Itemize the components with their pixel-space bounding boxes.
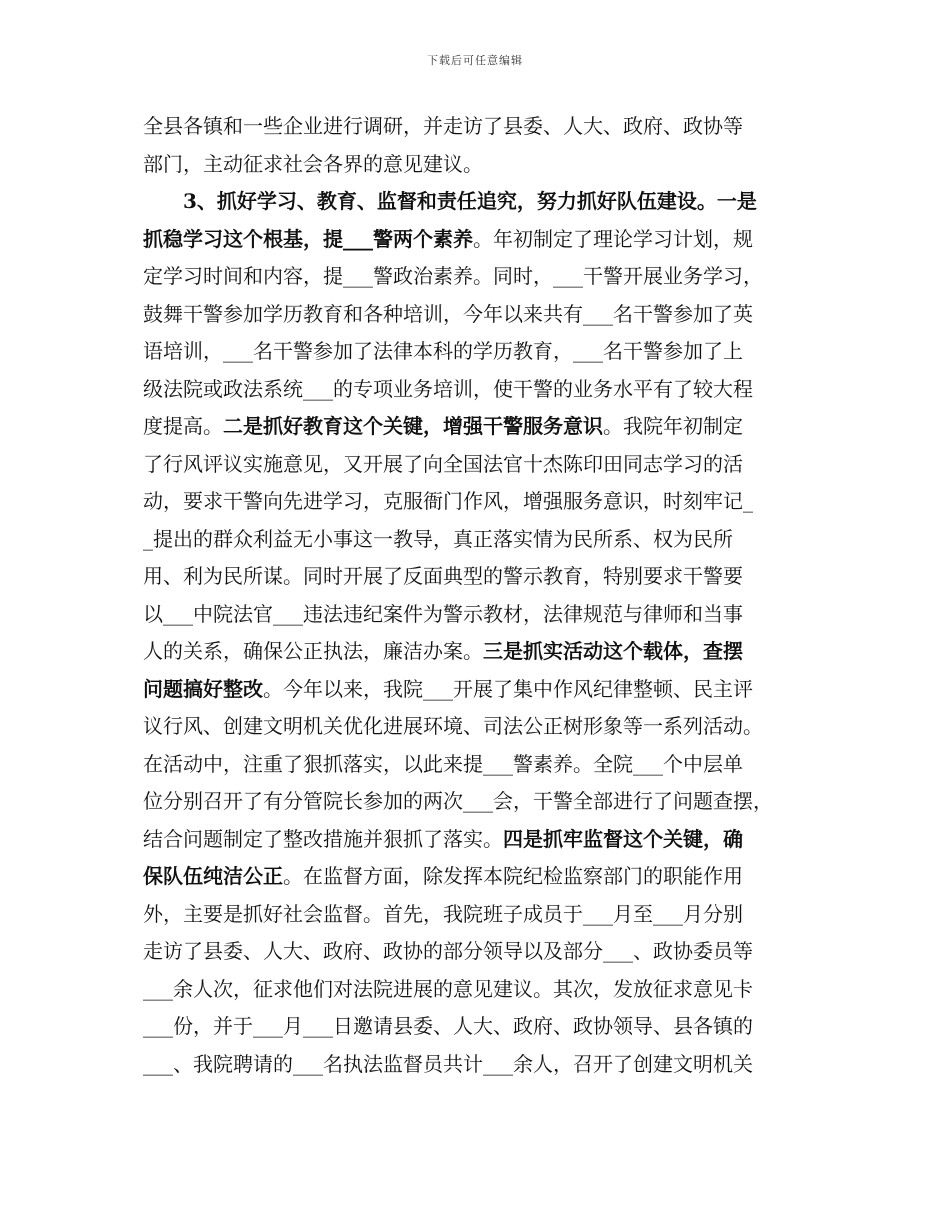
text-line <box>143 296 815 334</box>
text-segment: 了行风评议实施意见，又开展了向全国法官十杰陈印田同志学习的活 <box>143 451 743 476</box>
text-segment: 。在监督方面，除发挥本院纪检监察部门的职能作用 <box>283 864 743 888</box>
text-line <box>143 858 815 896</box>
text-segment: 外，主要是抓好社会监督。首先，我院班子成员于___月至___月分别 <box>143 901 743 926</box>
bold-text-segment: 三是抓实活动这个载体，查摆 <box>483 639 743 663</box>
text-segment: 。年初制定了理论学习计划，规 <box>473 226 753 251</box>
text-segment: 用、利为民所谋。同时开展了反面典型的警示教育，特别要求干警要 <box>143 564 743 588</box>
text-segment: 。今年以来，我院___开展了集中作风纪律整顿、民主评 <box>263 676 753 701</box>
text-line <box>143 1008 815 1046</box>
text-line <box>143 746 815 784</box>
text-line <box>143 408 815 446</box>
text-segment: 在活动中，注重了狠抓落实，以此来提___警素养。全院___个中层单 <box>143 751 743 776</box>
text-line <box>143 671 815 709</box>
text-line <box>143 108 815 146</box>
text-line <box>143 971 815 1009</box>
text-segment: 定学习时间和内容，提___警政治素养。同时，___干警开展业务学习， <box>143 264 763 288</box>
text-segment: _提出的群众利益无小事这一教导，真正落实情为民所系、权为民所 <box>143 526 733 551</box>
text-line <box>143 146 815 184</box>
text-segment: 人的关系，确保公正执法，廉洁办案。 <box>143 639 483 663</box>
text-line <box>143 896 815 934</box>
text-segment: 。我院年初制定 <box>603 414 743 438</box>
text-segment: 级法院或政法系统___的专项业务培训，使干警的业务水平有了较大程 <box>143 376 753 401</box>
text-line <box>143 596 815 634</box>
text-segment: 走访了县委、人大、政府、政协的部分领导以及部分___、政协委员等 <box>143 939 753 963</box>
text-line <box>143 446 815 484</box>
text-line <box>143 333 815 371</box>
text-line <box>143 183 815 221</box>
bold-text-segment: 四是抓牢监督这个关键，确 <box>503 826 743 851</box>
bold-text-segment: 3、抓好学习、教育、监督和责任追究，努力抓好队伍建设。一是 <box>183 189 757 213</box>
text-segment: 部门，主动征求社会各界的意见建议。 <box>143 151 483 176</box>
text-segment: 全县各镇和一些企业进行调研，并走访了县委、人大、政府、政协等 <box>143 114 743 138</box>
text-line <box>143 821 815 859</box>
text-line <box>143 783 815 821</box>
bold-text-segment: 抓稳学习这个根基，提___警两个素养 <box>143 226 473 251</box>
text-segment: 议行风、创建文明机关优化进展环境、司法公正树形象等一系列活动。 <box>143 714 763 738</box>
bold-text-segment: 问题搞好整改 <box>143 676 263 701</box>
text-segment: 语培训，___名干警参加了法律本科的学历教育，___名干警参加了上 <box>143 339 743 363</box>
text-segment: 位分别召开了有分管院长参加的两次___会，干警全部进行了问题查摆， <box>143 789 773 813</box>
text-segment: 结合问题制定了整改措施并狠抓了落实。 <box>143 826 503 851</box>
text-segment: ___份，并于___月___日邀请县委、人大、政府、政协领导、县各镇的 <box>143 1014 753 1038</box>
text-segment: 鼓舞干警参加学历教育和各种培训，今年以来共有___名干警参加了英 <box>143 301 753 326</box>
text-line <box>143 1046 815 1084</box>
bold-text-segment: 保队伍纯洁公正 <box>143 864 283 888</box>
text-segment: ___、我院聘请的___名执法监督员共计___余人，召开了创建文明机关 <box>143 1051 753 1076</box>
text-segment: ___余人次，征求他们对法院进展的意见建议。其次，发放征求意见卡 <box>143 976 753 1001</box>
text-line <box>143 371 815 409</box>
page-header: 下载后可任意编辑 <box>427 54 523 67</box>
text-line <box>143 521 815 559</box>
text-segment: 动，要求干警向先进学习，克服衙门作风，增强服务意识，时刻牢记_ <box>143 489 753 513</box>
text-line <box>143 708 815 746</box>
text-line <box>143 258 815 296</box>
text-segment: 度提高。 <box>143 414 223 438</box>
text-segment: 以___中院法官___违法违纪案件为警示教材，法律规范与律师和当事 <box>143 601 743 626</box>
text-line <box>143 933 815 971</box>
text-line <box>143 221 815 259</box>
text-line <box>143 633 815 671</box>
text-line <box>143 483 815 521</box>
text-line <box>143 558 815 596</box>
bold-text-segment: 二是抓好教育这个关键，增强干警服务意识 <box>223 414 603 438</box>
document-body <box>143 108 815 1083</box>
